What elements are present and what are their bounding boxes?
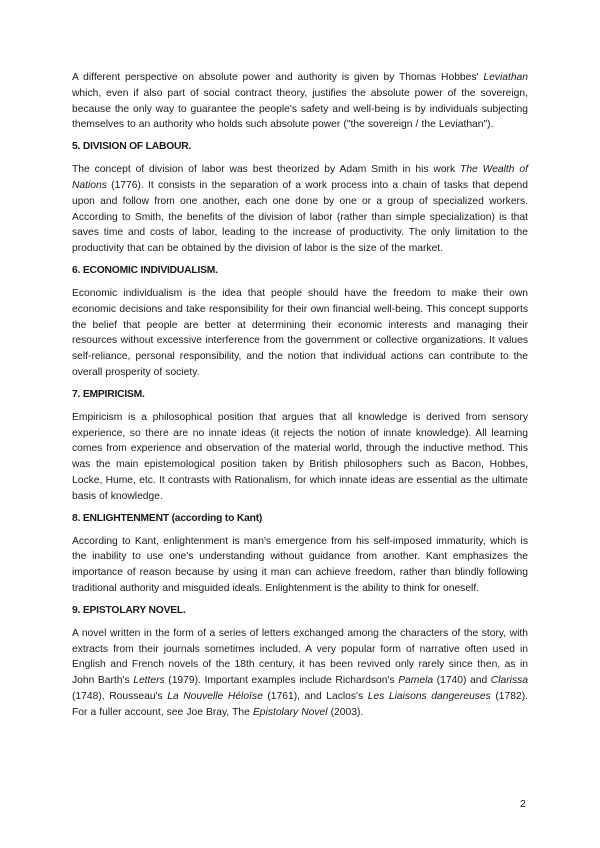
book-title: Epistolary Novel xyxy=(252,706,328,718)
intro-paragraph: A different perspective on absolute power and authority is given by Thomas Hobbes' Leviathan which, even if also part of social contract theory, justifies the absolute power of the sovereign, because the only way to guarantee the people's safety and well-being is by individuals subjecting themselves to an authority who holds such absolute power ("the sovereign / the Leviathan"). xyxy=(72,72,529,131)
document-page xyxy=(72,70,528,721)
section-heading-epistolary-novel: 9. EPISTOLARY NOVEL. xyxy=(72,604,186,616)
section-body-economic-individualism: Economic individualism is the idea that people should have the freedom to make their own economic decisions and take responsibility for their own financial well-being. This concept supports the belief that people are better at determining their economic interests and managing their resources without excessive interference from the government or collective organizations. It values self-reliance, personal responsibility, and the notion that individual actions can contribute to the overall prosperity of society. xyxy=(72,287,528,378)
book-title: Pamela xyxy=(398,675,434,687)
page-number: 2 xyxy=(520,798,526,810)
section-heading-enlightenment: 8. ENLIGHTENMENT (according to Kant) xyxy=(72,512,263,524)
section-body-empiricism: Empiricism is a philosophical position that argues that all knowledge is derived from sensory experience, so there are no innate ideas (it rejects the notion of innate knowledge). All learning comes from experience and observation of the material world, through the inductive method. This was the main epistemological position taken by British philosophers such as Bacon, Hobbes, Locke, Hume, etc. It contrasts with Rationalism, for which innate ideas are essential as the ultimate basis of knowledge. xyxy=(72,411,528,502)
section-body-enlightenment: According to Kant, enlightenment is man's emergence from his self-imposed immaturity, which is the inability to use one's understanding without guidance from another. Kant emphasizes the importance of reason because by using it man can achieve freedom, rather than blindly following traditional authority and misguided ideals. Enlightenment is the ability to think for oneself. xyxy=(72,535,528,594)
section-body-division-of-labour: The concept of division of labor was best theorized by Adam Smith in his work The Wealth of Nations (1776). It consists in the separation of a work process into a chain of tasks that depend upon and follow from one another, each one done by one or a group of specialized workers. According to Smith, the benefits of the division of labor (rather than simple specialization) is that saves time and costs of labor, leading to the increase of productivity. The only limitation to the productivity that can be obtained by the division of labor is the size of the market. xyxy=(72,164,528,255)
book-title: La Nouvelle Héloïse xyxy=(167,690,263,702)
book-title: Clarissa xyxy=(490,675,528,687)
book-title: Letters xyxy=(133,675,165,687)
section-heading-economic-individualism: 6. ECONOMIC INDIVIDUALISM. xyxy=(72,264,218,276)
section-heading-empiricism: 7. EMPIRICISM. xyxy=(72,388,145,400)
book-title: The Wealth of Nations xyxy=(72,164,528,191)
book-title: Les Liaisons dangereuses xyxy=(367,690,491,702)
intro-book-title: Leviathan xyxy=(483,72,529,83)
section-heading-division-of-labour: 5. DIVISION OF LABOUR. xyxy=(72,141,192,153)
section-body-epistolary-novel: A novel written in the form of a series of letters exchanged among the characters of the story, with extracts from their journals sometimes included. A very popular form of narrative often used in English and French novels of the 18th century, it has been revived only rarely since then, as in John Barth's Letters (1979). Important examples include Richardson's Pamela (1740) and Clarissa (1748), Rousseau's La Nouvelle Héloïse (1761), and Laclos's Les Liaisons dangereuses (1782). For a fuller account, see Joe Bray, The Epistolary Novel (2003). xyxy=(72,627,528,718)
